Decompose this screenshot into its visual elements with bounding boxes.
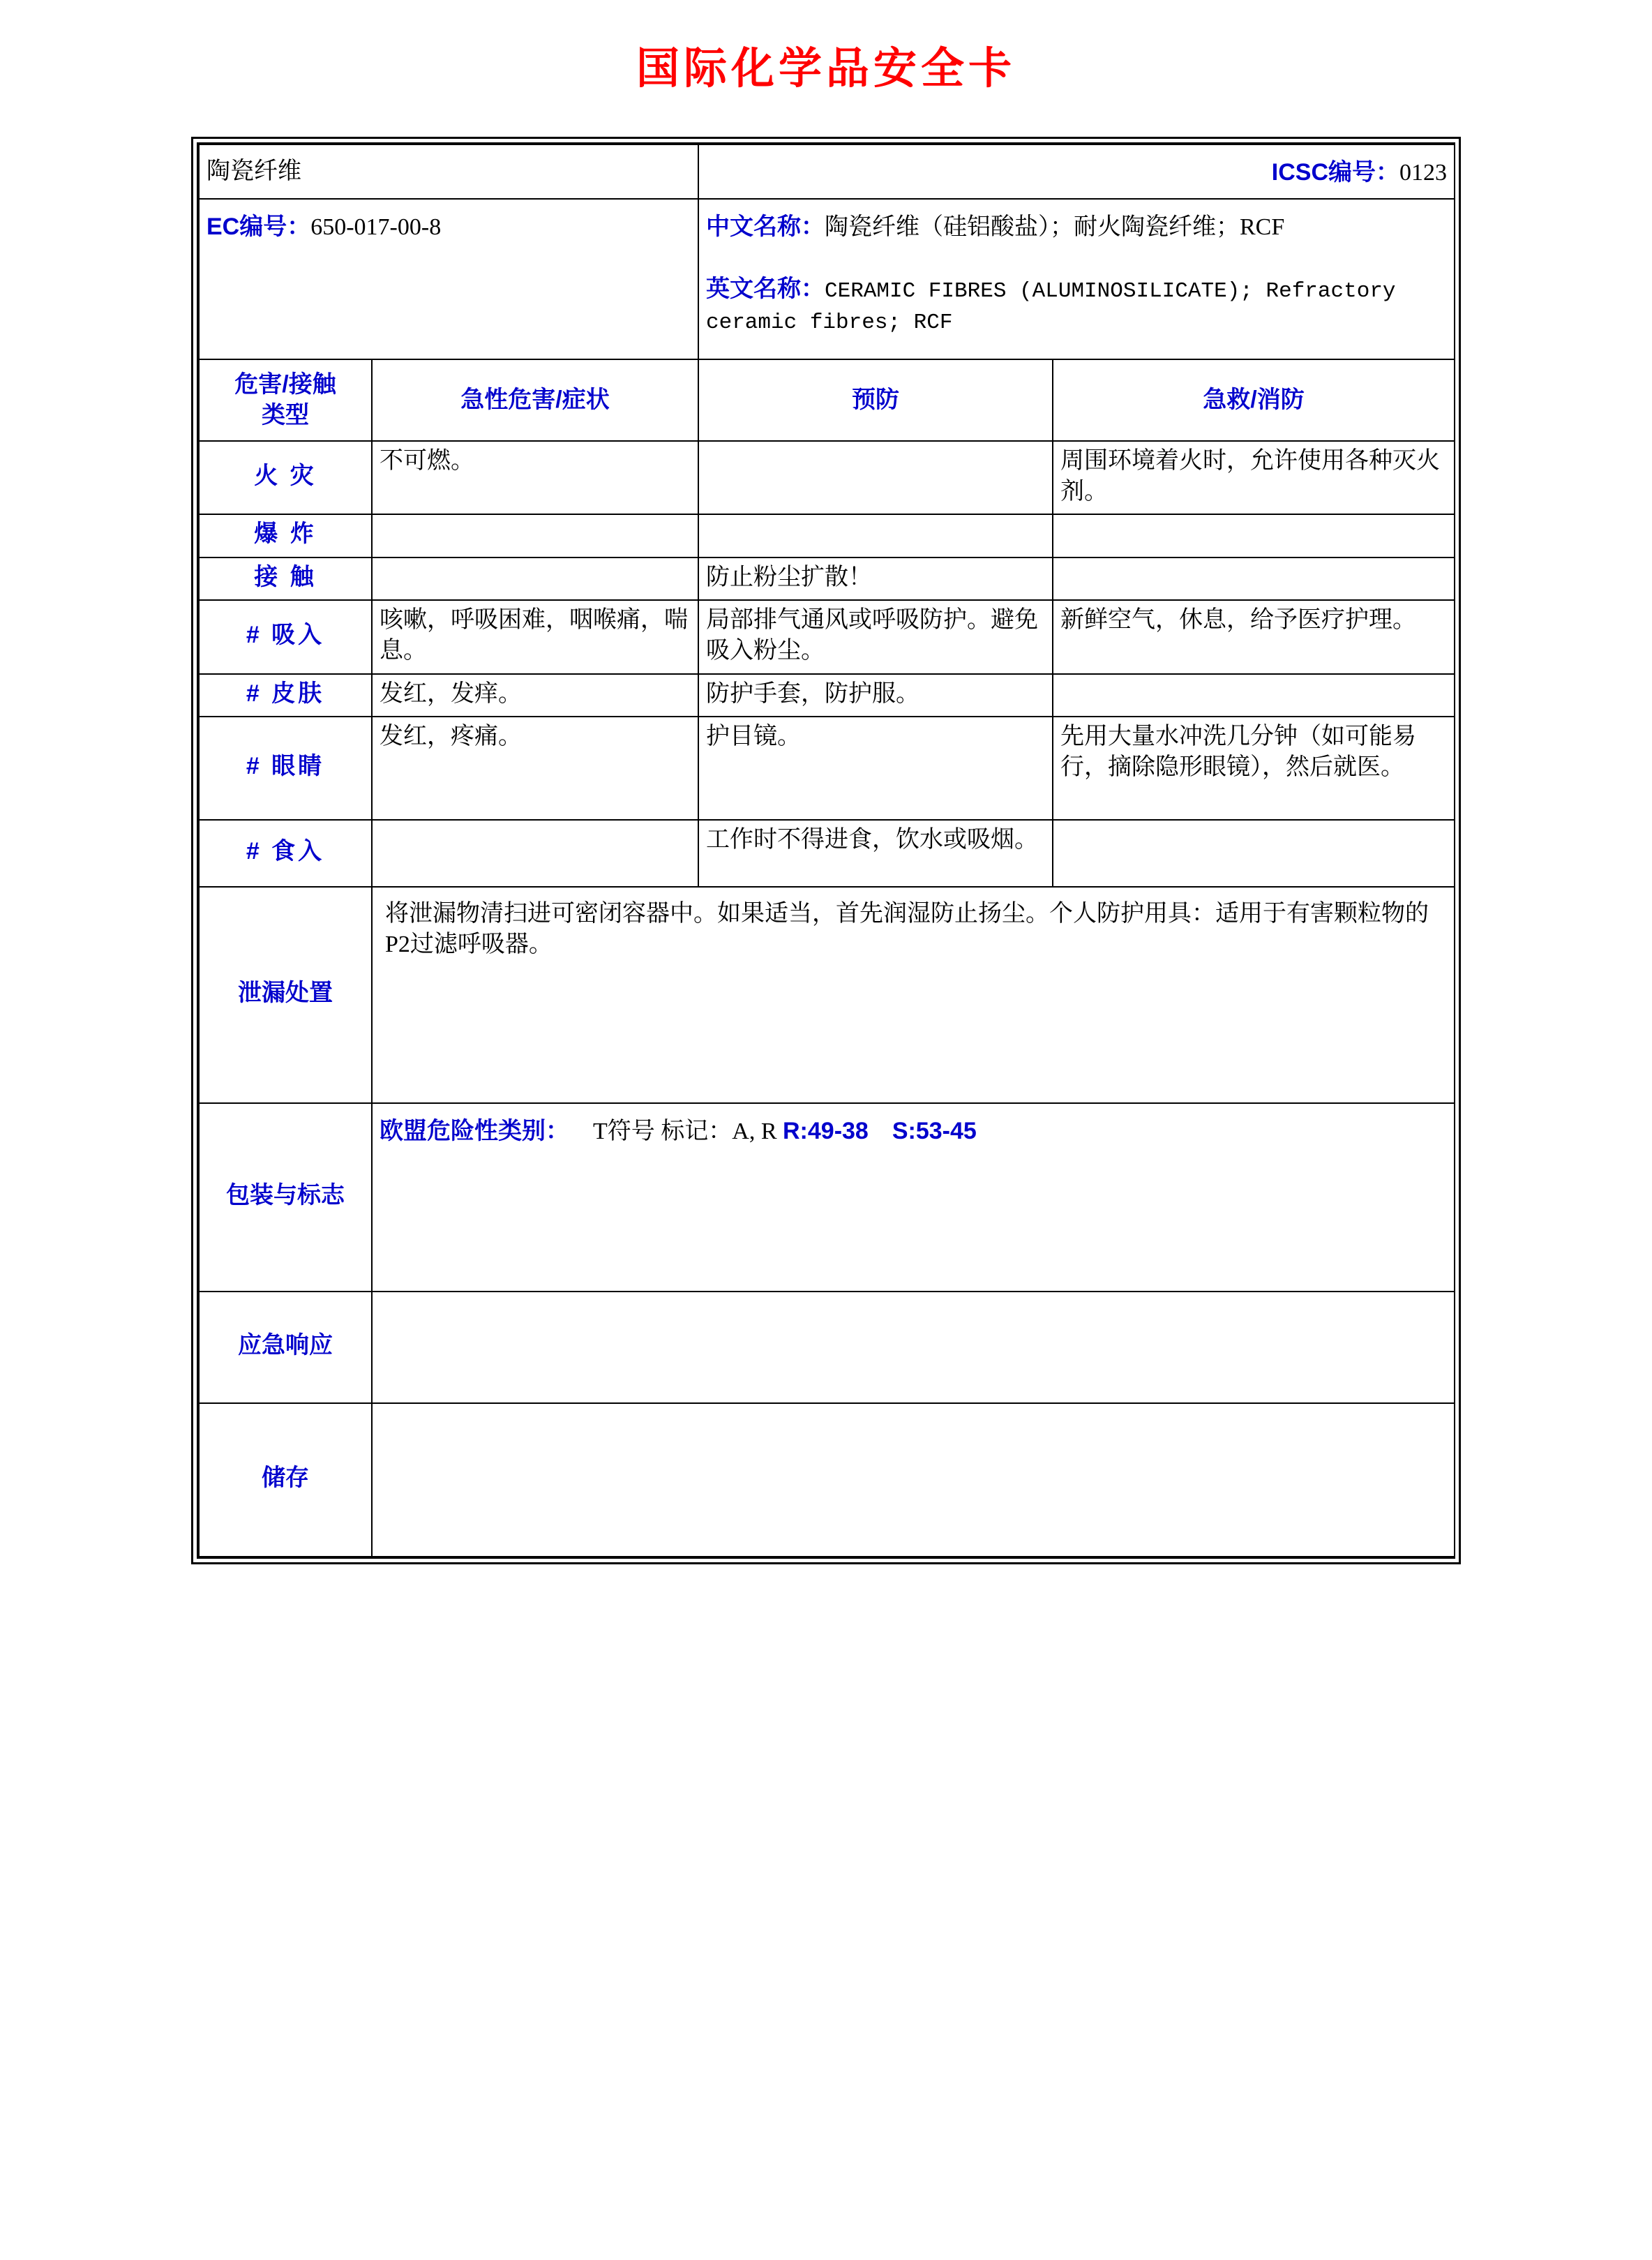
table-row-column-headers <box>199 359 1455 441</box>
cell-skin-prevention: 防护手套，防护服。 <box>698 674 1053 717</box>
cell-explosion-acute <box>372 514 698 557</box>
names-spacer <box>706 246 1447 274</box>
r-phrase: R:49-38 <box>783 1118 869 1145</box>
icsc-card-inner <box>197 142 1455 1559</box>
en-name-label: 英文名称： <box>706 276 825 303</box>
icsc-table <box>198 144 1455 1557</box>
s-phrase: S:53-45 <box>892 1118 977 1145</box>
table-row-section <box>199 1403 1455 1557</box>
table-row-section <box>199 1103 1455 1292</box>
row-label-ingestion: # 食入 <box>199 820 372 887</box>
ec-number-cell <box>199 199 698 360</box>
icsc-number-cell <box>698 144 1455 199</box>
cell-spill-content: 将泄漏物清扫进可密闭容器中。如果适当，首先润湿防止扬尘。个人防护用具：适用于有害颗粒物的P2过滤呼吸器。 <box>372 887 1455 1103</box>
cell-emergency-content <box>372 1292 1455 1403</box>
cell-contact-acute <box>372 557 698 601</box>
cell-contact-prevention: 防止粉尘扩散！ <box>698 557 1053 601</box>
cell-fire-acute: 不可燃。 <box>372 441 698 514</box>
ec-number: 650-017-00-8 <box>310 214 442 240</box>
cell-ingestion-firstaid <box>1053 820 1455 887</box>
chemical-name: 陶瓷纤维 <box>199 144 698 199</box>
cell-skin-firstaid <box>1053 674 1455 717</box>
row-label-skin: # 皮肤 <box>199 674 372 717</box>
row-label-storage: 储存 <box>199 1403 372 1557</box>
cn-name-label: 中文名称： <box>706 213 825 240</box>
cell-contact-firstaid <box>1053 557 1455 601</box>
cell-skin-acute: 发红，发痒。 <box>372 674 698 717</box>
cell-storage-content <box>372 1403 1455 1557</box>
col-header-type <box>199 359 372 441</box>
table-row-section <box>199 1292 1455 1403</box>
table-row-header-name <box>199 144 1455 199</box>
icsc-card <box>191 137 1461 1564</box>
col-header-acute: 急性危害/症状 <box>372 359 698 441</box>
cell-eyes-prevention: 护目镜。 <box>698 717 1053 820</box>
table-row <box>199 820 1455 887</box>
en-name-line <box>706 274 1447 336</box>
table-row <box>199 600 1455 673</box>
cell-ingestion-prevention: 工作时不得进食，饮水或吸烟。 <box>698 820 1053 887</box>
cell-ingestion-acute <box>372 820 698 887</box>
row-label-explosion: 爆 炸 <box>199 514 372 557</box>
table-row-names <box>199 199 1455 360</box>
cell-fire-prevention <box>698 441 1053 514</box>
names-cell <box>698 199 1455 360</box>
table-row-section <box>199 887 1455 1103</box>
row-label-fire: 火 灾 <box>199 441 372 514</box>
col-header-type-line2: 类型 <box>262 401 309 428</box>
col-header-type-line1: 危害/接触 <box>234 371 336 398</box>
row-label-contact: 接 触 <box>199 557 372 601</box>
table-row <box>199 557 1455 601</box>
row-label-emergency: 应急响应 <box>199 1292 372 1403</box>
row-label-spill: 泄漏处置 <box>199 887 372 1103</box>
cn-name-line <box>706 212 1447 243</box>
cell-explosion-prevention <box>698 514 1053 557</box>
ec-label: EC编号： <box>206 213 311 240</box>
row-label-inhalation: # 吸入 <box>199 600 372 673</box>
cell-eyes-acute: 发红，疼痛。 <box>372 717 698 820</box>
cn-name-value: 陶瓷纤维（硅铝酸盐）；耐火陶瓷纤维；RCF <box>825 214 1285 240</box>
document-page <box>0 33 1652 2260</box>
cell-packaging-content <box>372 1103 1455 1292</box>
row-label-eyes: # 眼睛 <box>199 717 372 820</box>
cell-inhalation-firstaid: 新鲜空气，休息，给予医疗护理。 <box>1053 600 1455 673</box>
table-row <box>199 441 1455 514</box>
cell-eyes-firstaid: 先用大量水冲洗几分钟（如可能易行，摘除隐形眼镜），然后就医。 <box>1053 717 1455 820</box>
col-header-firstaid: 急救/消防 <box>1053 359 1455 441</box>
table-row <box>199 514 1455 557</box>
cell-inhalation-prevention: 局部排气通风或呼吸防护。避免吸入粉尘。 <box>698 600 1053 673</box>
row-label-packaging: 包装与标志 <box>199 1103 372 1292</box>
cell-explosion-firstaid <box>1053 514 1455 557</box>
icsc-label: ICSC编号： <box>1271 159 1400 186</box>
table-row <box>199 717 1455 820</box>
cell-fire-firstaid: 周围环境着火时，允许使用各种灭火剂。 <box>1053 441 1455 514</box>
cell-inhalation-acute: 咳嗽，呼吸困难，咽喉痛，喘息。 <box>372 600 698 673</box>
col-header-prevention: 预防 <box>698 359 1053 441</box>
page-title: 国际化学品安全卡 <box>636 45 1016 93</box>
en-name-value: CERAMIC FIBRES (ALUMINOSILICATE); Refractory ceramic fibres; RCF <box>706 279 1396 335</box>
icsc-number: 0123 <box>1399 160 1448 186</box>
eu-class-label: 欧盟危险性类别： <box>380 1118 569 1145</box>
table-row <box>199 674 1455 717</box>
eu-symbol: T符号 标记：A, R <box>593 1118 777 1145</box>
